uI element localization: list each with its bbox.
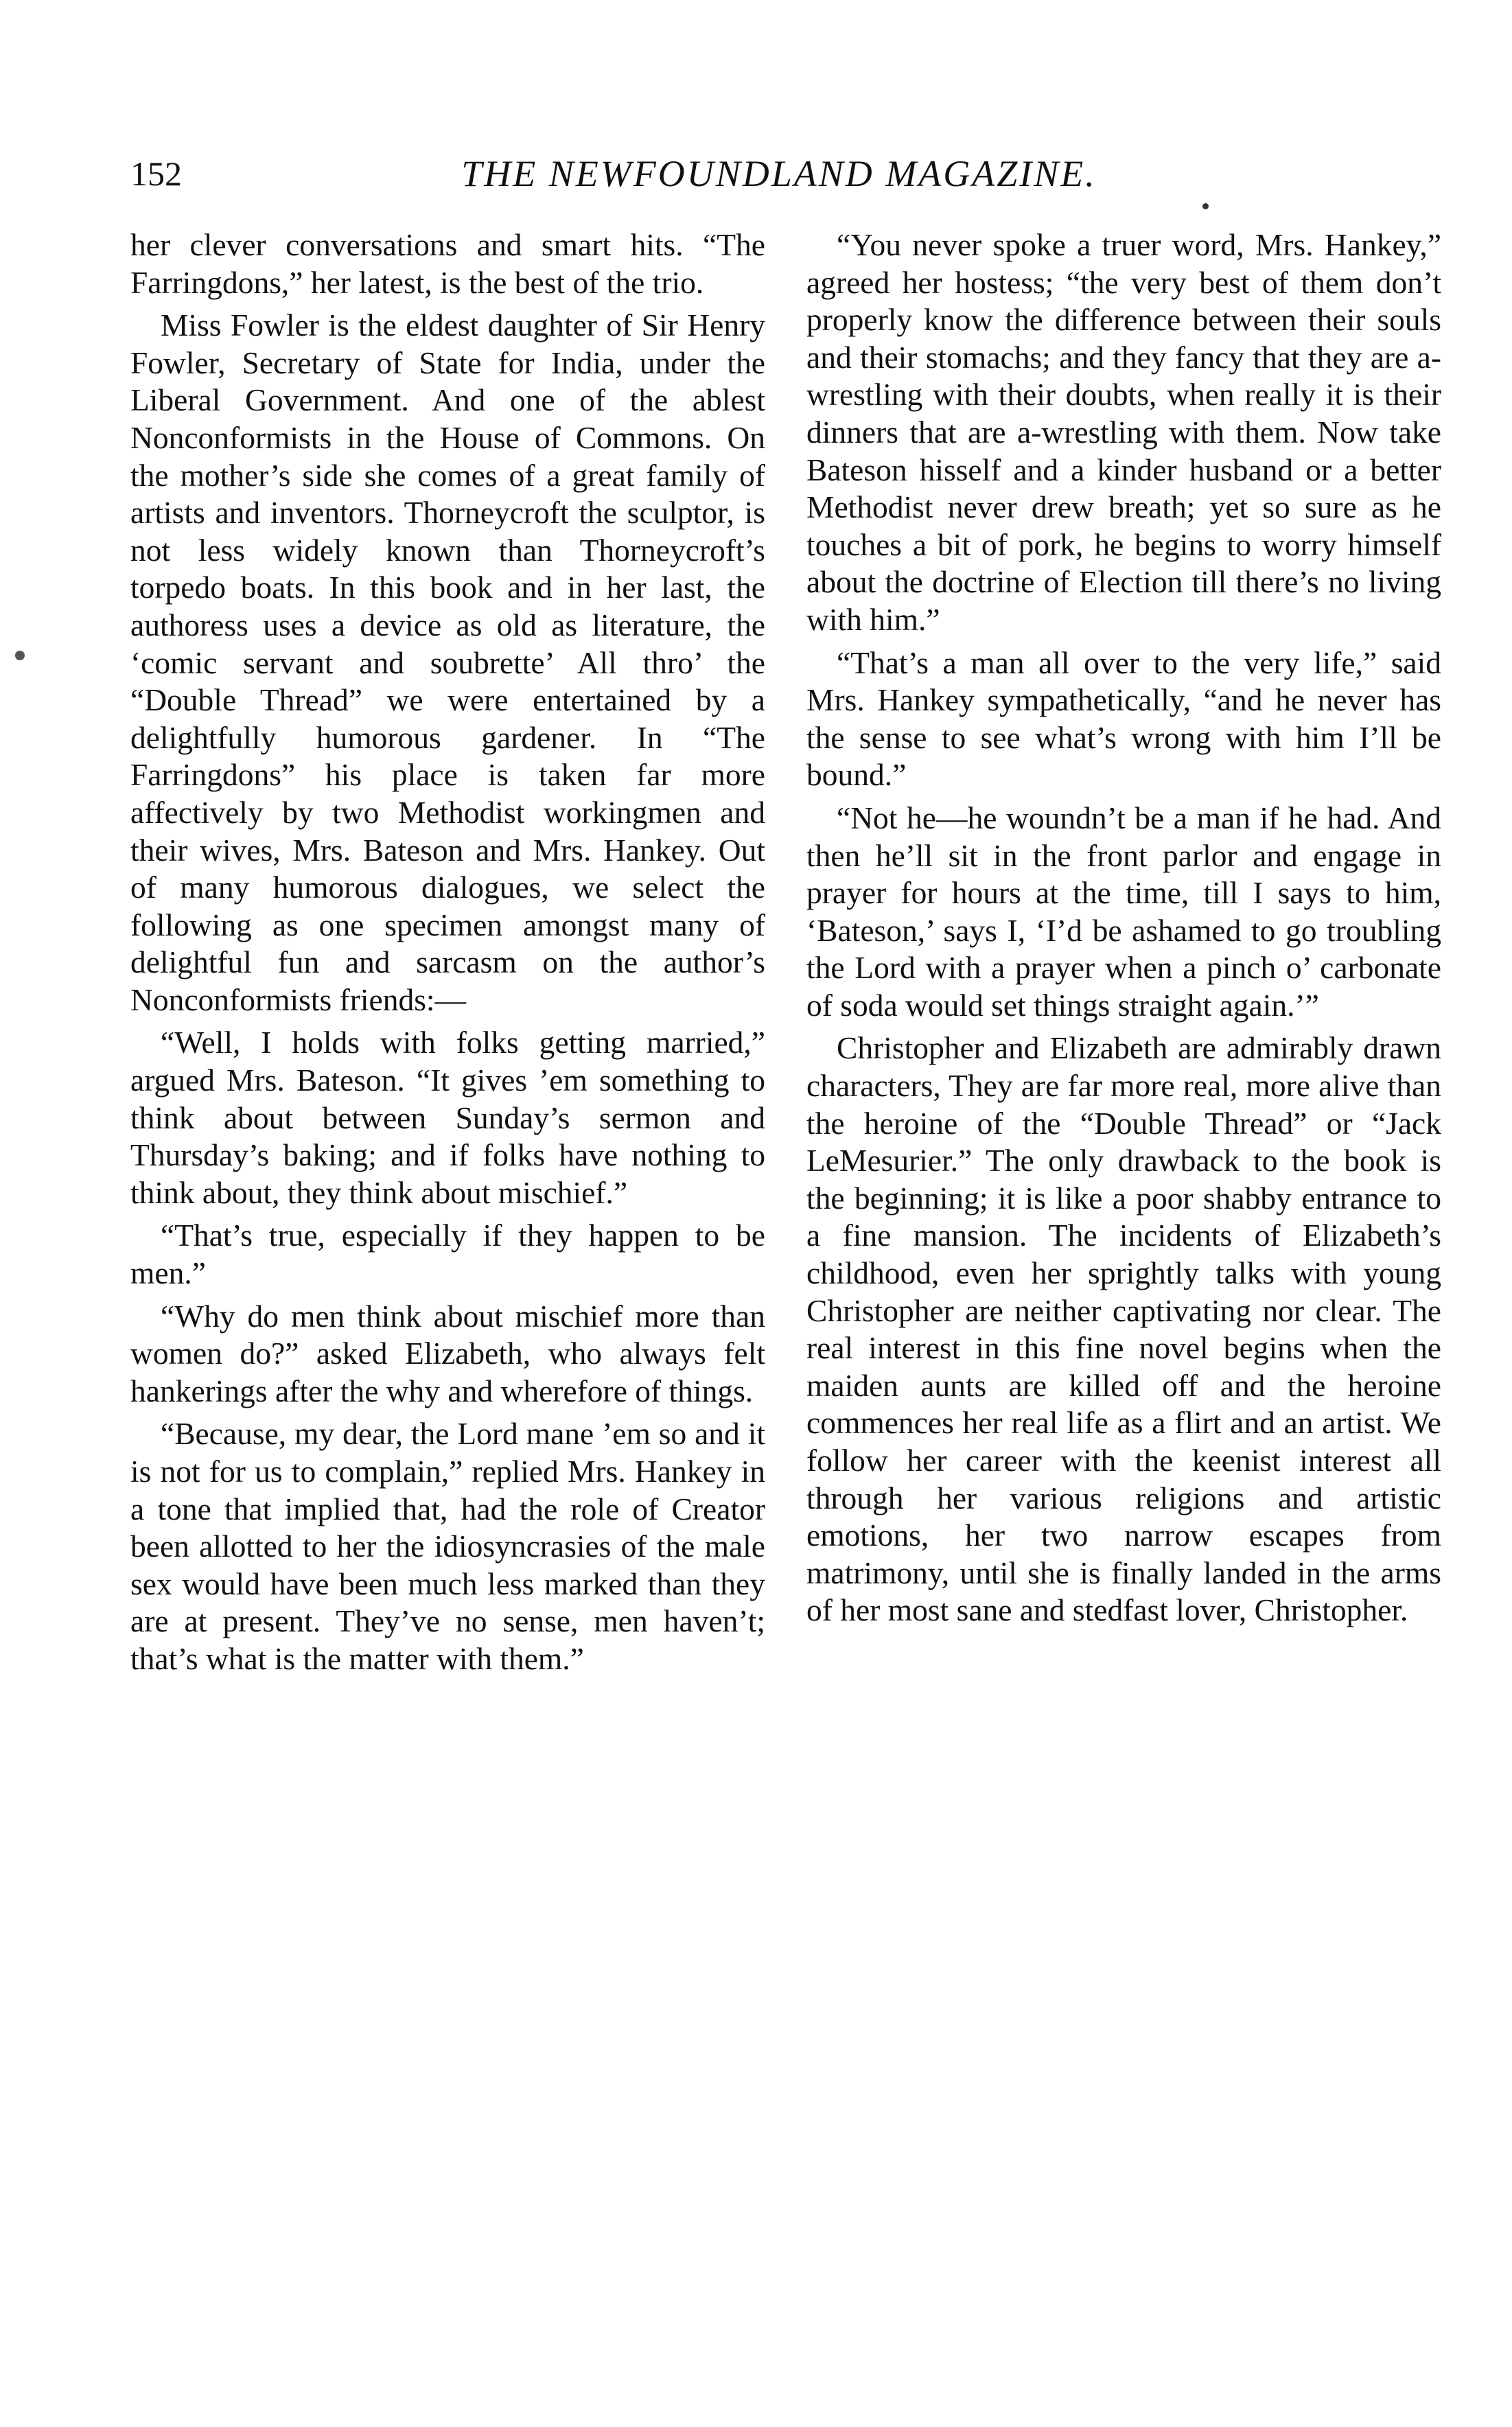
left-column bbox=[130, 227, 765, 1678]
running-title: THE NEWFOUNDLAND MAGAZINE. bbox=[461, 153, 1097, 194]
paragraph: “Why do men think about mischief more than women do?” asked Elizabeth, who always felt hankerings after the why and wherefore of things. bbox=[130, 1298, 765, 1408]
paragraph: Miss Fowler is the eldest daughter of Sir Henry Fowler, Secretary of State for India, under the Liberal Government. And one of the ablest Nonconformists in the House of Commons. On the mother’s side she comes of a great family of artists and inventors. Thorneycroft the sculptor, is not less widely known than Thorneycroft’s torpedo boats. In this book and in her last, the authoress uses a device as old as literature, the ‘comic servant and soubrette’ All thro’ the “Double Thread” we were entertained by a delightfully humorous gardener. In “The Farringdons” his place is taken far more affectively by two Methodist workingmen and their wives, Mrs. Bateson and Mrs. Hankey. Out of many humorous dialogues, we select the following as one specimen amongst many of delightful fun and sarcasm on the author’s Nonconformists friends:— bbox=[130, 307, 765, 1017]
page-number: 152 bbox=[130, 154, 182, 193]
paragraph: “You never spoke a truer word, Mrs. Hankey,” agreed her hostess; “the very best of them don’t properly know the difference between their souls and their stomachs; and they fancy that they are a-wrestling with their doubts, when really it is their dinners that are a-wrestling with them. Now take Bateson hisself and a kinder husband or a better Methodist never drew breath; yet so sure as he touches a bit of pork, he begins to worry himself about the doctrine of Election till there’s no living with him.” bbox=[806, 227, 1441, 637]
paragraph: “That’s true, especially if they happen to be men.” bbox=[130, 1218, 765, 1291]
page-header bbox=[130, 143, 1428, 205]
paragraph: “Because, my dear, the Lord mane ’em so and it is not for us to complain,” replied Mrs. Hankey in a tone that implied that, had the role of Creator been allotted to her the idiosyncrasies of the male sex would have been much less marked than they are at present. They’ve no sense, men haven’t; that’s what is the matter with them.” bbox=[130, 1416, 765, 1676]
paragraph: her clever conversations and smart hits. “The Farringdons,” her latest, is the best of the trio. bbox=[130, 227, 765, 300]
paragraph: “That’s a man all over to the very life,” said Mrs. Hankey sympathetically, “and he never has the sense to see what’s wrong with him I’ll be bound.” bbox=[806, 645, 1441, 793]
paragraph: “Well, I holds with folks getting married,” argued Mrs. Bateson. “It gives ’em something to think about between Sunday’s sermon and Thursday’s baking; and if folks have nothing to think about, they think about mischief.” bbox=[130, 1025, 765, 1210]
right-column bbox=[806, 227, 1441, 1629]
margin-dot bbox=[15, 651, 25, 660]
paragraph: Christopher and Elizabeth are admirably drawn characters, They are far more real, more alive than the heroine of the “Double Thread” or “Jack LeMesurier.” The only drawback to the book is the beginning; it is like a poor shabby entrance to a fine mansion. The incidents of Elizabeth’s childhood, even her sprightly talks with young Christopher are neither captivating nor clear. The real interest in this fine novel begins when the maiden aunts are killed off and the heroine commences her real life as a flirt and an artist. We follow her career with the keenist interest all through her various religions and artistic emotions, her two narrow escapes from matrimony, until she is finally landed in the arms of her most sane and stedfast lover, Christopher. bbox=[806, 1030, 1441, 1628]
paragraph: “Not he—he woundn’t be a man if he had. And then he’ll sit in the front parlor and engage in prayer for hours at the time, till I says to him, ‘Bateson,’ says I, ‘I’d be ashamed to go troubling the Lord with a prayer when a pinch o’ carbonate of soda would set things straight again.’” bbox=[806, 800, 1441, 1023]
